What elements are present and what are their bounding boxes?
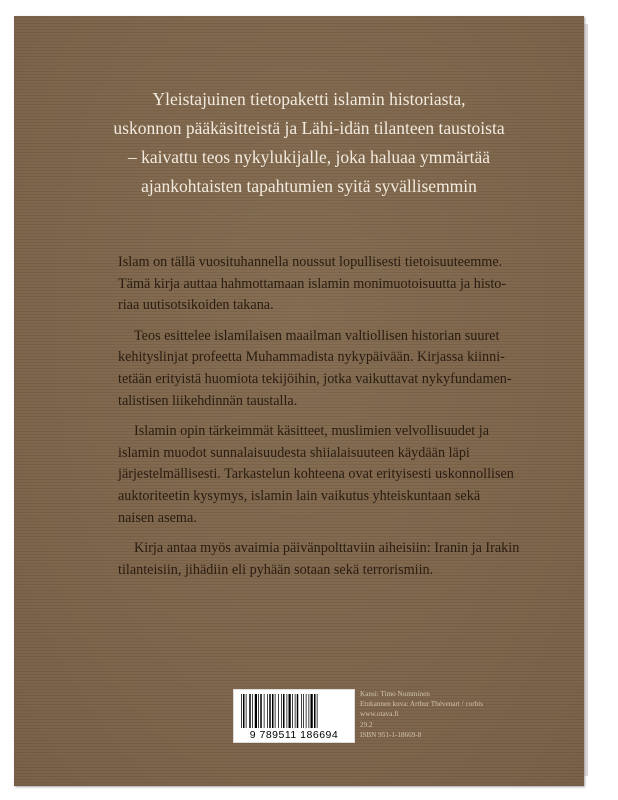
- paragraph-4: [118, 538, 528, 581]
- credit-line: ISBN 951-1-18669-8: [360, 730, 422, 739]
- isbn-barcode: [233, 689, 355, 743]
- text-line: Kirja antaa myös avaimia päivänpolttaviin aiheisiin: Iranin ja Irakin: [134, 540, 520, 557]
- text-line: riaa uutisotsikoiden takana.: [118, 297, 274, 314]
- credit-line: Kansi: Timo Numminen: [360, 690, 430, 698]
- text-line: Teos esittelee islamilaisen maailman valtiollisen historian suuret: [134, 327, 500, 344]
- credit-line: 29.2: [360, 720, 373, 729]
- text-line: talistisen liikehdinnän taustalla.: [118, 392, 298, 409]
- text-line: naisen asema.: [118, 509, 197, 526]
- barcode-bars: [240, 694, 348, 728]
- cover-credits: [360, 689, 580, 740]
- text-line: Tämä kirja auttaa hahmottamaan islamin monimuotoisuutta ja histo-: [118, 275, 507, 292]
- paragraph-1: [118, 252, 528, 317]
- back-cover: [14, 16, 584, 786]
- blurb-line: Yleistajuinen tietopaketti islamin historiasta,: [152, 89, 466, 109]
- paragraph-3: [118, 421, 528, 529]
- credit-line: www.otava.fi: [360, 710, 399, 719]
- cover-blurb: [94, 85, 524, 201]
- description-text: [118, 252, 528, 590]
- paragraph-2: [118, 326, 528, 412]
- text-line: kehityslinjat profeetta Muhammadista nykypäivään. Kirjassa kiinni-: [118, 349, 505, 366]
- text-line: islamin muodot sunnalaisuudesta shiialaisuuteen käydään läpi: [118, 444, 470, 461]
- blurb-line: – kaivattu teos nykylukijalle, joka haluaa ymmärtää: [127, 147, 491, 167]
- text-line: Islamin opin tärkeimmät käsitteet, muslimien velvollisuudet ja: [134, 423, 490, 440]
- text-line: auktoriteetin kysymys, islamin lain vaikutus yhteiskuntaan sekä: [118, 487, 481, 504]
- text-line: tetään erityistä huomiota tekijöihin, jotka vaikuttavat nykyfundamen-: [118, 370, 512, 387]
- credit-line: Etukannen kuva: Arthur Thévenart / corbis: [360, 700, 484, 709]
- blurb-line: ajankohtaisten tapahtumien syitä syvällisemmin: [141, 176, 477, 196]
- text-line: järjestelmällisesti. Tarkastelun kohteena ovat erityisesti uskonnollisen: [118, 466, 514, 483]
- text-line: Islam on tällä vuosituhannella noussut lopullisesti tietoisuuteemme.: [118, 254, 503, 270]
- barcode-number: 9 789511 186694: [249, 729, 339, 741]
- blurb-line: uskonnon pääkäsitteistä ja Lähi-idän tilanteen taustoista: [113, 118, 505, 138]
- text-line: tilanteisiin, jihädiin eli pyhään sotaan sekä terrorismiin.: [118, 561, 434, 578]
